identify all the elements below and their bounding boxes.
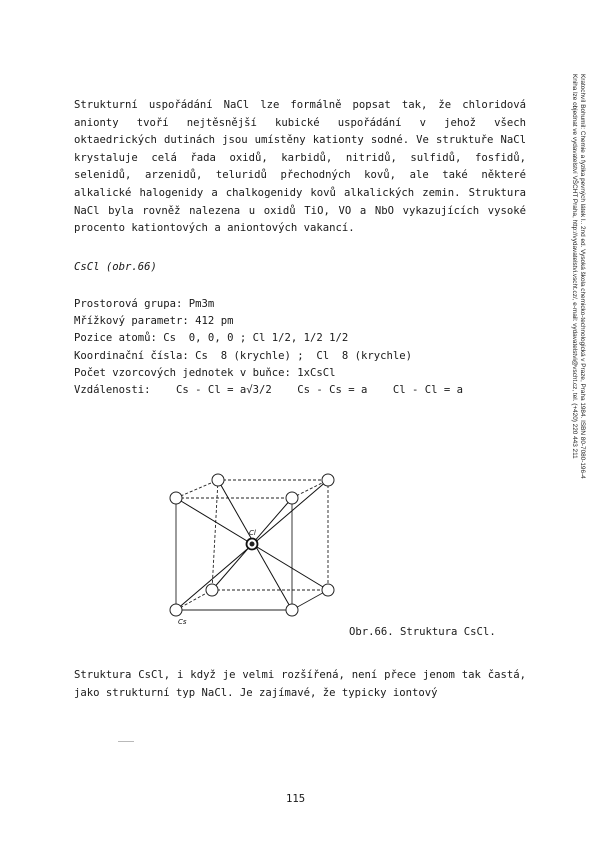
paragraph-cscl-frequency: Struktura CsCl, i když je velmi rozšířená, není přece jenom tak častá, jako strukturní typ NaCl. Je zajímavé, že typicky iontový [74, 669, 526, 699]
cscl-properties [74, 296, 544, 399]
cs-atom [322, 584, 334, 596]
atom-positions-line: Pozice atomů: Cs 0, 0, 0 ; Cl 1/2, 1/2 1/2 [74, 332, 349, 345]
lattice-parameter-line: Mřížkový parametr: 412 pm [74, 315, 234, 328]
solid-edges [176, 498, 328, 610]
cscl-unit-cell-drawing [162, 460, 342, 630]
cs-atom [170, 492, 182, 504]
figure-caption: Obr.66. Struktura CsCl. [349, 626, 496, 638]
section-heading-cscl: CsCl (obr.66) [74, 261, 157, 273]
ordering-info-line: Kniha lze objednat ve vydavatelství VŠCHT Praha, http://vydavatelstvi.vscht.cz/, e-mail: vydavatelstvi@vscht.cz, tel. (+420) 220 443 211 [571, 74, 578, 459]
coordination-numbers-line: Koordinační čísla: Cs 8 (krychle) ; Cl 8 (krychle) [74, 349, 413, 362]
cs-atom [206, 584, 218, 596]
cs-atom [322, 474, 334, 486]
side-citation-note [570, 74, 586, 574]
page-number: 115 [286, 793, 306, 805]
cs-atom [286, 492, 298, 504]
space-group-line: Prostorová grupa: Pm3m [74, 298, 215, 310]
margin-mark [118, 741, 134, 742]
cs-atom [286, 604, 298, 616]
cs-label: Cs [178, 618, 187, 626]
cscl-structure-figure [162, 460, 342, 630]
cs-atom [212, 474, 224, 486]
distances-line: Vzdálenosti: Cs - Cl = a√3/2 Cs - Cs = a Cl - Cl = a [74, 384, 464, 397]
formula-units-line: Počet vzorcových jednotek v buňce: 1xCsCl [74, 366, 336, 379]
paragraph-nacl-structure: Strukturní uspořádání NaCl lze formálně popsat tak, že chloridová anionty tvoří nejtěsnější kubické uspořádání v jehož všech oktaedrických dutinách jsou umístěny kationty sodné. Ve struktuře NaCl krystaluje celá řada oxidů, karbidů, nitridů, sulfidů, fosfidů, selenidů, arzenidů, teluridů přechodných kovů, ale také některé alkalické halogenidy a chalkogenidy kovů alkalických zemin. Struktura NaCl byla rovněž nalezena u oxidů TiO, VO a NbO vykazujících vysoké procento kationtových a aniontových vakancí. [74, 99, 526, 235]
cl-label: Cl [249, 529, 256, 537]
citation-line: Kratochvíl Bohumil: Chemie a fyzika pevných látek I.. 2nd ed. Vysoká škola chemicko-technologická v Praze, Praha 1984. ISBN 80-7080-196-4 [579, 74, 586, 479]
cs-atom [170, 604, 182, 616]
